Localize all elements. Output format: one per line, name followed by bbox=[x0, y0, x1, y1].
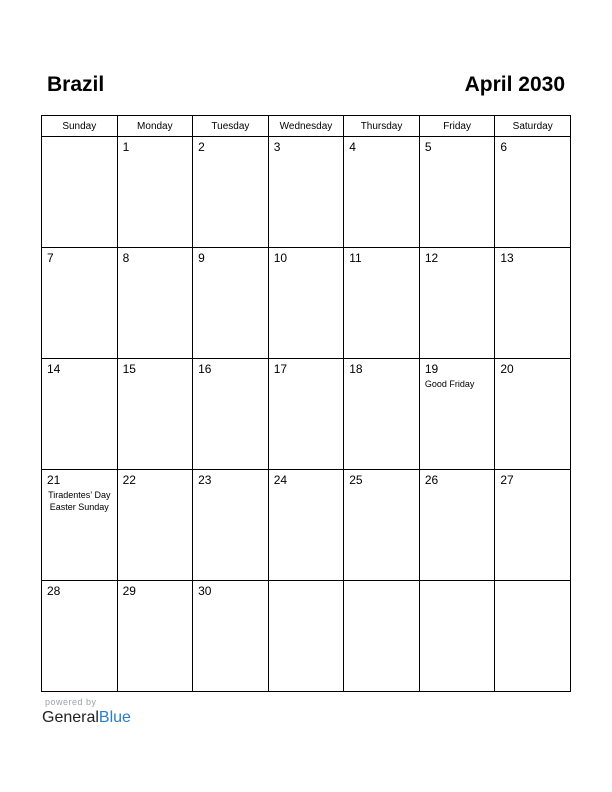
day-cell bbox=[344, 359, 420, 470]
weekday-header-row bbox=[42, 116, 571, 137]
day-number: 13 bbox=[500, 251, 514, 265]
day-number: 30 bbox=[198, 584, 212, 598]
day-number: 19 bbox=[424, 362, 439, 376]
month-year-title: April 2030 bbox=[464, 73, 565, 96]
day-number: 11 bbox=[349, 251, 362, 265]
day-cell bbox=[419, 581, 495, 692]
holiday-list bbox=[422, 378, 493, 390]
day-number: 23 bbox=[198, 473, 212, 487]
day-number: 2 bbox=[198, 140, 205, 154]
holiday-label: Good Friday bbox=[424, 379, 475, 389]
day-cell bbox=[344, 137, 420, 248]
weekday-monday: Monday bbox=[117, 116, 193, 137]
brand-name-blue: Blue bbox=[98, 709, 131, 726]
weekday-sunday: Sunday bbox=[42, 116, 118, 137]
calendar-grid bbox=[41, 115, 571, 692]
day-number: 7 bbox=[47, 251, 54, 265]
holiday-label: Tiradentes’ Day bbox=[48, 490, 111, 500]
day-cell bbox=[495, 581, 571, 692]
day-number: 14 bbox=[47, 362, 61, 376]
week-row bbox=[42, 470, 571, 581]
day-cell bbox=[268, 359, 344, 470]
weekday-saturday: Saturday bbox=[495, 116, 571, 137]
brand-logo[interactable] bbox=[42, 708, 131, 728]
day-number: 5 bbox=[424, 140, 432, 154]
day-cell bbox=[495, 359, 571, 470]
day-number: 12 bbox=[424, 251, 439, 265]
day-cell bbox=[419, 359, 495, 470]
week-row bbox=[42, 359, 571, 470]
week-row bbox=[42, 248, 571, 359]
day-number: 10 bbox=[273, 251, 288, 265]
day-cell bbox=[344, 470, 420, 581]
day-cell bbox=[268, 581, 344, 692]
day-number: 26 bbox=[424, 473, 439, 487]
day-number: 8 bbox=[122, 251, 130, 265]
day-number: 4 bbox=[349, 140, 356, 154]
weekday-thursday: Thursday bbox=[344, 116, 420, 137]
day-number: 24 bbox=[273, 473, 288, 487]
day-cell bbox=[117, 359, 193, 470]
day-cell bbox=[268, 248, 344, 359]
day-number: 9 bbox=[198, 251, 205, 265]
day-cell bbox=[495, 248, 571, 359]
day-number: 3 bbox=[273, 140, 281, 154]
powered-by-label: powered by bbox=[45, 697, 97, 707]
day-cell bbox=[117, 137, 193, 248]
day-cell bbox=[42, 137, 118, 248]
day-cell bbox=[193, 581, 269, 692]
day-cell bbox=[495, 137, 571, 248]
day-number: 20 bbox=[500, 362, 514, 376]
day-cell bbox=[42, 470, 118, 581]
day-cell bbox=[344, 581, 420, 692]
day-number: 29 bbox=[122, 584, 136, 598]
day-cell bbox=[42, 359, 118, 470]
day-cell bbox=[419, 248, 495, 359]
day-cell bbox=[419, 137, 495, 248]
day-cell bbox=[193, 470, 269, 581]
holiday-list bbox=[44, 489, 115, 513]
day-number: 16 bbox=[198, 362, 212, 376]
day-number: 21 bbox=[47, 473, 61, 487]
day-number: 15 bbox=[122, 362, 136, 376]
day-cell bbox=[419, 470, 495, 581]
weekday-tuesday: Tuesday bbox=[193, 116, 269, 137]
day-cell bbox=[42, 581, 118, 692]
day-number: 22 bbox=[122, 473, 136, 487]
weekday-wednesday: Wednesday bbox=[268, 116, 344, 137]
day-number: 28 bbox=[47, 584, 61, 598]
day-cell bbox=[344, 248, 420, 359]
day-cell bbox=[268, 470, 344, 581]
day-cell bbox=[495, 470, 571, 581]
day-cell bbox=[193, 137, 269, 248]
day-number: 27 bbox=[500, 473, 514, 487]
day-cell bbox=[117, 248, 193, 359]
week-row bbox=[42, 137, 571, 248]
day-number: 6 bbox=[500, 140, 508, 154]
day-number: 1 bbox=[122, 140, 130, 154]
brand-name-general: General bbox=[42, 709, 99, 726]
country-title: Brazil bbox=[47, 73, 105, 96]
day-cell bbox=[117, 470, 193, 581]
day-number: 17 bbox=[273, 362, 288, 376]
weekday-friday: Friday bbox=[419, 116, 495, 137]
day-cell bbox=[42, 248, 118, 359]
day-number: 25 bbox=[349, 473, 363, 487]
day-cell bbox=[268, 137, 344, 248]
week-row bbox=[42, 581, 571, 692]
day-cell bbox=[193, 359, 269, 470]
day-cell bbox=[117, 581, 193, 692]
day-cell bbox=[193, 248, 269, 359]
day-number: 18 bbox=[349, 362, 363, 376]
holiday-label: Easter Sunday bbox=[49, 502, 109, 512]
